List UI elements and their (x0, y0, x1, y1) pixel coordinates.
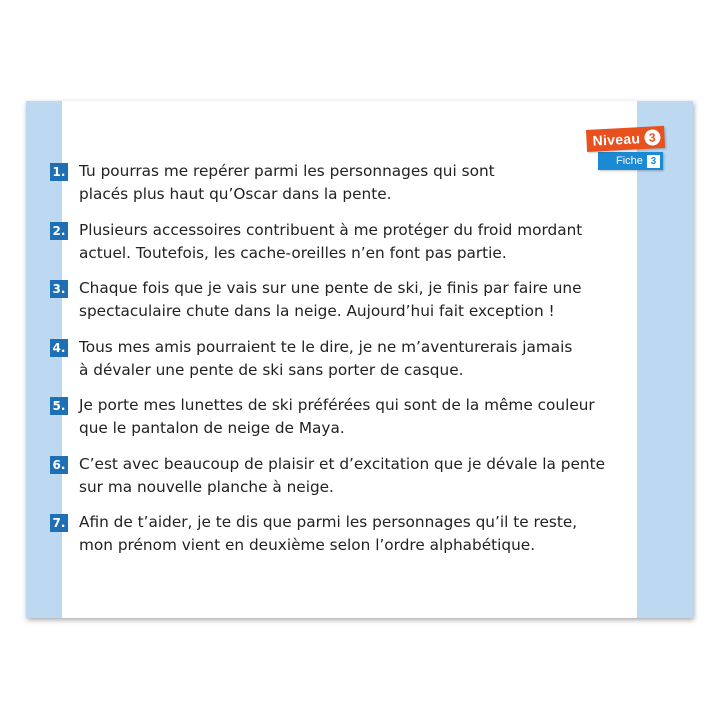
clue-item (50, 453, 610, 512)
clue-item (50, 511, 610, 570)
clue-line: Afin de t’aider, je te dis que parmi les personnages qu’il te reste, (79, 513, 578, 531)
clue-line: placés plus haut qu’Oscar dans la pente. (79, 185, 392, 203)
clue-item (50, 336, 610, 395)
clue-text (79, 453, 610, 499)
clue-item (50, 219, 610, 278)
clue-item (50, 277, 610, 336)
clue-text (79, 394, 610, 440)
level-tag (586, 126, 665, 152)
clue-item (50, 394, 610, 453)
clue-line: que le pantalon de neige de Maya. (79, 419, 345, 437)
clue-line: C’est avec beaucoup de plaisir et d’excitation que je dévale la pente (79, 454, 606, 473)
clue-line: Plusieurs accessoires contribuent à me protéger du froid mordant (79, 220, 583, 239)
level-label: Niveau (592, 130, 641, 149)
clue-line: actuel. Toutefois, les cache-oreilles n’en font pas partie. (79, 243, 507, 262)
clue-line: mon prénom vient en deuxième selon l’ordre alphabétique. (79, 536, 536, 554)
clue-list (50, 160, 610, 570)
clue-text (79, 277, 610, 323)
clue-line: Tu pourras me repérer parmi les personnages qui sont (79, 162, 495, 180)
clue-line: Chaque fois que je vais sur une pente de ski, je finis par faire une (79, 279, 582, 297)
sheet-label: Fiche (616, 155, 643, 167)
clue-card (26, 101, 693, 618)
clue-text (79, 219, 610, 265)
clue-text (79, 511, 610, 557)
clue-number: 6. (50, 456, 68, 474)
clue-item (50, 160, 610, 219)
clue-number: 7. (50, 514, 68, 532)
clue-number: 4. (50, 339, 68, 357)
clue-text (79, 160, 610, 206)
clue-number: 2. (50, 222, 68, 240)
clue-text (79, 336, 610, 382)
clue-number: 3. (50, 280, 68, 298)
clue-line: Tous mes amis pourraient te le dire, je ne m’aventurerais jamais (79, 337, 573, 356)
clue-line: spectaculaire chute dans la neige. Aujourd’hui fait exception ! (79, 302, 555, 320)
clue-number: 5. (50, 397, 68, 415)
clue-line: à dévaler une pente de ski sans porter de casque. (79, 360, 464, 379)
level-number: 3 (644, 129, 661, 146)
sheet-number: 3 (647, 155, 660, 168)
clue-number: 1. (50, 163, 68, 181)
right-side-band (637, 101, 693, 618)
clue-line: sur ma nouvelle planche à neige. (79, 477, 334, 496)
clue-line: Je porte mes lunettes de ski préférées qui sont de la même couleur (79, 396, 595, 414)
